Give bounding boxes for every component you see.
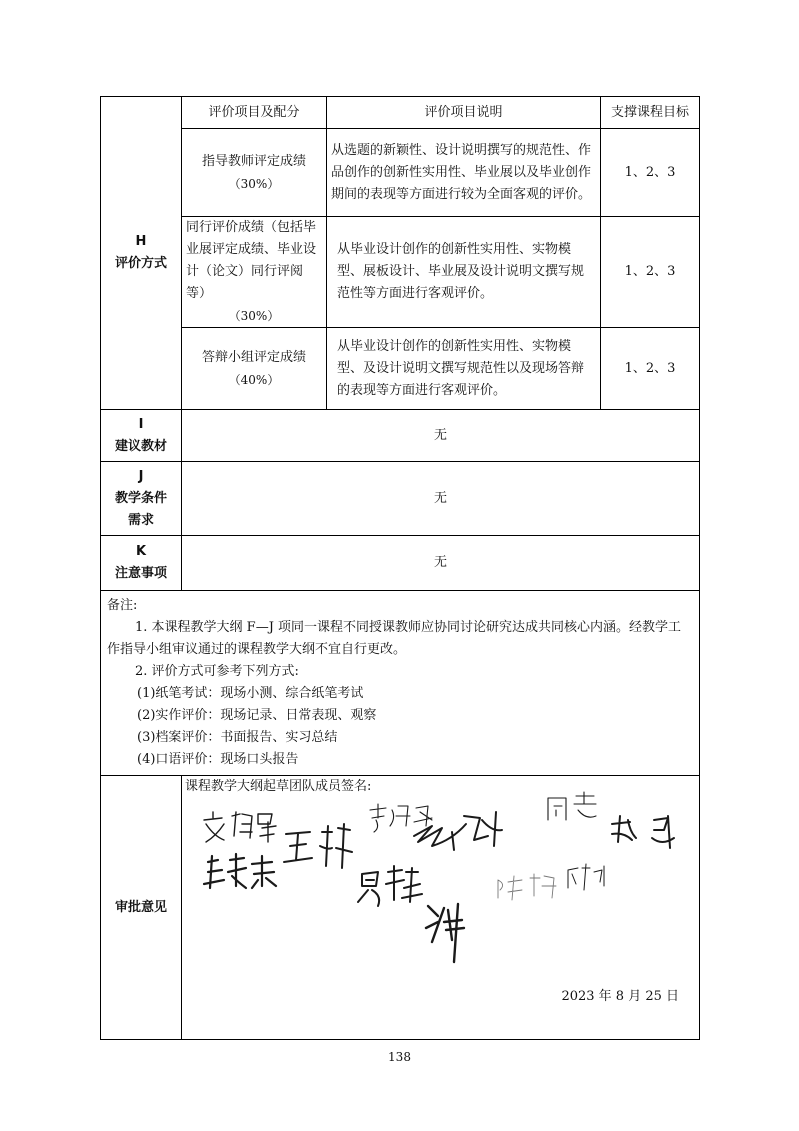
- method-item: (3)档案评价：书面报告、实习总结: [137, 730, 338, 745]
- approval-label: 审批意见: [101, 776, 182, 1040]
- section-i-value: 无: [182, 410, 700, 462]
- section-j-value: 无: [182, 462, 700, 536]
- section-j-letter: J: [138, 468, 144, 484]
- approval-cell: [182, 776, 700, 1040]
- eval-item-weight: （40%）: [228, 372, 280, 387]
- eval-targets: 1、2、3: [601, 328, 700, 410]
- notes-title: 备注:: [107, 598, 138, 613]
- signature: [498, 874, 556, 900]
- signature: [284, 824, 352, 868]
- header-targets: 支撑课程目标: [601, 97, 700, 129]
- section-i-title: 建议教材: [114, 438, 167, 454]
- section-j-title-2: 需求: [127, 512, 154, 528]
- eval-description: 从毕业设计创作的创新性实用性、实物模型、及设计说明文撰写规范性以及现场答辩的表现等方面进行客观评价。: [327, 328, 601, 410]
- signature: [358, 866, 422, 906]
- eval-item-weight: （30%）: [228, 176, 280, 191]
- section-k-letter: K: [135, 544, 147, 559]
- section-k-label: [101, 536, 182, 591]
- page-number: 138: [388, 1050, 411, 1064]
- section-h-label: [101, 97, 182, 410]
- header-item: 评价项目及配分: [182, 97, 327, 129]
- section-k-value: 无: [182, 536, 700, 591]
- signature: [612, 816, 674, 848]
- method-item: (4)口语评价：现场口头报告: [137, 752, 299, 767]
- approval-date: 2023 年 8 月 25 日: [561, 989, 679, 1004]
- eval-item-cell: [182, 217, 327, 328]
- method-item: (2)实作评价：现场记录、日常表现、观察: [137, 708, 377, 723]
- signature: [568, 864, 604, 890]
- section-i-label: [101, 410, 182, 462]
- section-h-title: 评价方式: [114, 256, 167, 271]
- syllabus-table: [100, 96, 700, 1040]
- notes-item-1: 1. 本课程教学大纲 F—J 项同一课程不同授课教师应协同讨论研究达成共同核心内涵。经教学工作指导小组审议通过的课程教学大纲不宜自行更改。: [107, 620, 682, 657]
- eval-item-name: 指导教师评定成绩: [201, 153, 306, 169]
- table-row: [101, 328, 700, 410]
- table-row: [101, 217, 700, 328]
- eval-targets: 1、2、3: [601, 129, 700, 217]
- signature: [426, 904, 464, 962]
- section-i-letter: I: [138, 416, 144, 432]
- eval-item-cell: [182, 328, 327, 410]
- notes-cell: [101, 591, 700, 776]
- eval-item-name: 同行评价成绩（包括毕业展评定成绩、毕业设计（论文）同行评阅等）: [186, 220, 317, 301]
- signature: [370, 804, 432, 832]
- eval-description: 从选题的新颖性、设计说明撰写的规范性、作品创作的创新性实用性、毕业展以及毕业创作期间的表现等方面进行较为全面客观的评价。: [327, 129, 601, 217]
- table-row: [101, 129, 700, 217]
- section-j-label: [101, 462, 182, 536]
- eval-item-cell: [182, 129, 327, 217]
- signature: [204, 854, 276, 888]
- signature-title: 课程教学大纲起草团队成员签名:: [185, 779, 372, 794]
- eval-item-weight: （30%）: [228, 309, 280, 323]
- section-j-title-1: 教学条件: [114, 490, 167, 506]
- notes-item-2: 2. 评价方式可参考下列方式:: [135, 664, 299, 679]
- section-k-title: 注意事项: [114, 566, 167, 581]
- eval-item-name: 答辩小组评定成绩: [201, 349, 306, 365]
- header-description: 评价项目说明: [327, 97, 601, 129]
- section-h-letter: H: [135, 234, 147, 249]
- signature: [204, 812, 276, 842]
- signature: [548, 792, 596, 820]
- eval-targets: 1、2、3: [601, 217, 700, 328]
- method-item: (1)纸笔考试：现场小测、综合纸笔考试: [137, 686, 364, 701]
- eval-description: 从毕业设计创作的创新性实用性、实物模型、展板设计、毕业展及设计说明文撰写规范性等方面进行客观评价。: [327, 217, 601, 328]
